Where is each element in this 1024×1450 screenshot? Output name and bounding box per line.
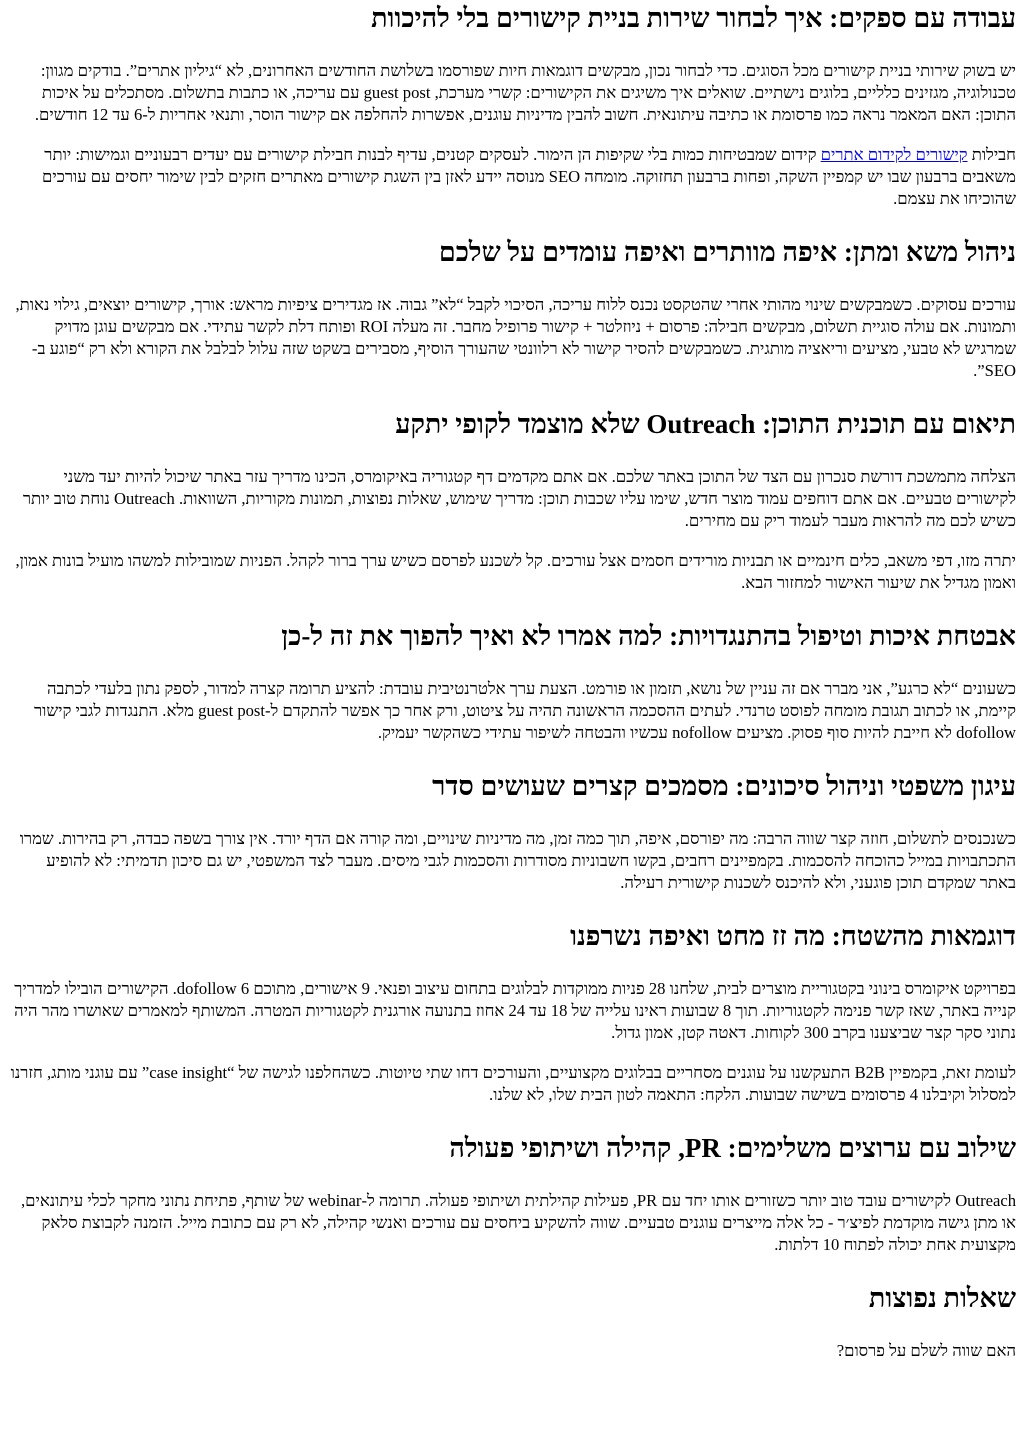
paragraph: הצלחה מתמשכת דורשת סנכרון עם הצד של התוכן באתר שלכם. אם אתם מקדמים דף קטגוריה באיקומרס, הכינו מדריך עזר באתר שיכול להיות יעד משני לקישורים טבעיים. אם אתם דוחפים עמוד מוצר חדש, שימו עליו שכבות תוכן: מדריך שימוש, שאלות נפוצות, תמונות מקוריות, השוואות. Outreach נוחת טוב יותר כשיש לכם מה להראות מעבר לעמוד ריק עם מחירים. xyxy=(22,467,1016,530)
paragraph: כשנכנסים לתשלום, חוזה קצר שווה הרבה: מה יפורסם, איפה, תוך כמה זמן, מה מדיניות שינויים, ומה קורה אם הדף יורד. אין צורך בשפה כבדה, רק בהירות. שמרו התכתבויות במייל כהוכחה להסכמות. בקמפיינים רחבים, בקשו חשבוניות מסודרות והסכמות לגבי מיסים. מעבר לצד המשפטי, יש גם סיכון תדמיתי: לא להופיע באתר שמקדם תוכן פוגעני, ולא להיכנס לשכנות קישורית רעילה. xyxy=(19,829,1016,892)
paragraph: לעומת זאת, בקמפיין B2B התעקשנו על עוגנים מסחריים בבלוגים מקצועיים, והעורכים דחו שתי טיוטות. כשהחלפנו לגישה של “case insight” עם עוגני מותג, חזרנו למסלול וקיבלנו 4 פרסומים בשישה שבועות. הלקח: התאמה לטון הבית שלו, לא שלנו. xyxy=(10,1063,1016,1104)
paragraph-text: קידום שמבטיחות כמות בלי שקיפות הן הימור. לעסקים קטנים, עדיף לבנות חבילת קישורים עם יעדים רבעוניים וגמישות: יותר משאבים ברבעון שבו יש קמפיין השקה, ופחות ברבעון תחזוקה. מומחה SEO מנוסה יידע לאזן בין השגת קישורים מאתרים חזקים לבין שימור יחסים עם עורכים שהוכיחו את עצמם. xyxy=(42,145,1016,208)
section-field-examples xyxy=(10,920,1016,1106)
section-heading: עבודה עם ספקים: איך לבחור שירות בניית קישורים בלי להיכוות xyxy=(371,3,1016,33)
article xyxy=(0,2,1024,1362)
section-heading: שילוב עם ערוצים משלימים: PR, קהילה ושיתופי פעולה xyxy=(449,1133,1016,1163)
section-heading: תיאום עם תוכנית התוכן: Outreach שלא מוצמד לקופי יתקע xyxy=(395,409,1016,439)
faq-question: האם שווה לשלם על פרסום? xyxy=(836,1341,1016,1360)
paragraph: עורכים עסוקים. כשמבקשים שינוי מהותי אחרי שהטקסט נכנס ללוח עריכה, הסיכוי לקבל “לא” גבוה. אז מגדירים ציפיות מראש: אורך, קישורים יוצאים, גילוי נאות, ותמונות. אם עולה סוגיית תשלום, מבקשים חבילה: פרסום + ניוזלטר + קישור פרופיל מחבר. זה מעלה ROI ופותח דלת לקשר עתידי. אם מבקשים עוגן מדויק שמרגיש לא טבעי, מציעים וריאציה מותגית. כשמבקשים להסיר קישור לא רלוונטי שהעורך הוסיף, מסבירים בשקט שזה עלול לבלבל את הקורא ולא רק “פוגע ב-SEO”. xyxy=(15,295,1016,380)
section-faq xyxy=(10,1282,1016,1362)
section-legal-risk xyxy=(10,770,1016,894)
paragraph xyxy=(10,144,1016,210)
paragraph: Outreach לקישורים עובד טוב יותר כשזורים אותו יחד עם PR, פעילות קהילתית ושיתופי פעולה. תרומה ל-webinar של שותף, פתיחת נתוני מחקר לכלי עיתונאים, או מתן גישה מוקדמת לפיצ׳ר - כל אלה מייצרים עוגנים טבעיים. שווה להשקיע ביחסים עם עורכים ואנשי קהילה, לא רק עם כתובת מייל. הזמנה לקבוצת סלאק מקצועית אחת יכולה לפתוח 10 דלתות. xyxy=(20,1191,1016,1254)
section-suppliers xyxy=(10,2,1016,210)
section-negotiation xyxy=(10,236,1016,382)
paragraph: יש בשוק שירותי בניית קישורים מכל הסוגים. כדי לבחור נכון, מבקשים דוגמאות חיות שפורסמו בשלושת החודשים האחרונים, לא “גיליון אתרים”. בודקים מגוון: טכנולוגיה, מגזינים כלליים, בלוגים נישתיים. שואלים איך משיגים את הקישורים: קשרי מערכת, guest post עם עריכה, או כתבות בתשלום. מסתכלים על איכות התוכן: האם המאמר נראה כמו פרסומת או כתיבה עיתונאית. חשוב להבין מדיניות עוגנים, אפשרות להחלפה אם קישור הוסר, ותנאי אחריות ל-6 עד 12 חודשים. xyxy=(34,61,1016,124)
link-seo-backlinks[interactable]: קישורים לקידום אתרים xyxy=(820,145,968,164)
section-heading: דוגמאות מהשטח: מה זז מחט ואיפה נשרפנו xyxy=(570,921,1016,951)
paragraph: בפרויקט איקומרס בינוני בקטגוריית מוצרים לבית, שלחנו 28 פניות ממוקדות לבלוגים בתחום עיצוב ופנאי. 9 אישורים, מתוכם 6 dofollow. הקישורים הובילו למדריך קנייה באתר, שאז קשר פנימה לקטגוריות. תוך 8 שבועות ראינו עלייה של 18 עד 24 אחוז בתנועה אורגנית לקטגוריות המטרה. המשותף למאמרים שאושרו מהר היה נתוני סקר קצר שביצענו בקרב 300 לקוחות. דאטה קטן, אמון גדול. xyxy=(14,979,1016,1042)
section-complementary-channels xyxy=(10,1132,1016,1256)
section-heading: עיגון משפטי וניהול סיכונים: מסמכים קצרים שעושים סדר xyxy=(432,771,1016,801)
section-quality-objections xyxy=(10,620,1016,744)
section-heading: ניהול משא ומתן: איפה מוותרים ואיפה עומדים על שלכם xyxy=(438,237,1016,267)
section-content-plan xyxy=(10,408,1016,594)
paragraph: יתרה מזו, דפי משאב, כלים חינמיים או תבניות מורידים חסמים אצל עורכים. קל לשכנע לפרסם כשיש ערך ברור לקהל. הפניות שמובילות למשהו מועיל בונות אמון, ואמון מגדיל את שיעור האישור למחזור הבא. xyxy=(15,551,1016,592)
section-heading: שאלות נפוצות xyxy=(868,1283,1016,1313)
section-heading: אבטחת איכות וטיפול בהתנגדויות: למה אמרו לא ואיך להפוך את זה ל-כן xyxy=(281,621,1016,651)
paragraph-text: חבילות xyxy=(967,145,1016,164)
paragraph: כשעונים “לא כרגע”, אני מברר אם זה עניין של נושא, תזמון או פורמט. הצעת ערך אלטרנטיבית עובדת: להציע תרומה קצרה למדור, לספק נתון בלעדי לכתבה קיימת, או לכתוב תגובת מומחה לפוסט טרנדי. לעתים ההסכמה הראשונה תהיה על ציטוט, ורק אחר כך אפשר להתקדם ל-guest post מלא. התנגדות לגבי קישור dofollow לא חייבת להיות סוף פסוק. מציעים nofollow עכשיו והבטחה לשיפור עתידי כשהקשר יעמיק. xyxy=(34,679,1016,742)
